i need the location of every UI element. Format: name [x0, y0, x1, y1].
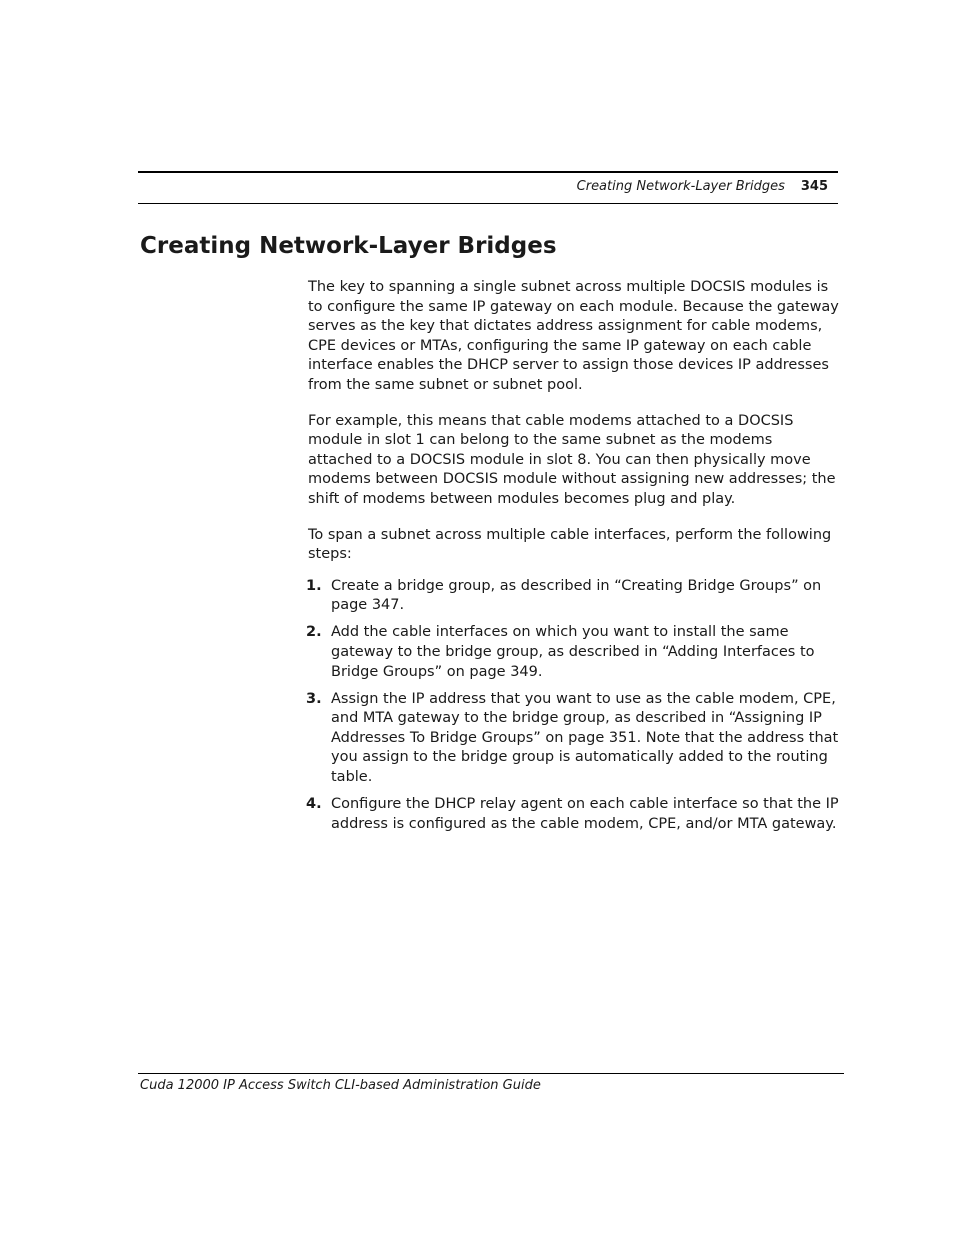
header-rule-bottom	[138, 203, 838, 204]
paragraph-steps-intro: To span a subnet across multiple cable interfaces, perform the following steps:	[308, 526, 832, 563]
step-item	[308, 623, 840, 682]
step-item	[308, 690, 840, 788]
header-rule-top	[138, 171, 838, 173]
step-text: Assign the IP address that you want to use as the cable modem, CPE, and MTA gateway to the bridge group, as described in “Assigning IP Addresses To Bridge Groups” on page 351. Note that the address that you assign to the bridge group is automatically added to the routing table.	[331, 690, 839, 786]
step-number: 3.	[306, 690, 322, 707]
page-number: 345	[800, 179, 828, 194]
body-text	[308, 278, 840, 842]
step-number: 2.	[306, 624, 322, 641]
step-text: Create a bridge group, as described in “Creating Bridge Groups” on page 347.	[331, 577, 822, 614]
step-text: Add the cable interfaces on which you want to install the same gateway to the bridge group, as described in “Adding Interfaces to Bridge Groups” on page 349.	[331, 624, 815, 680]
step-number: 1.	[306, 577, 322, 594]
footer-book-title: Cuda 12000 IP Access Switch CLI-based Administration Guide	[140, 1078, 541, 1093]
footer-rule	[138, 1073, 844, 1074]
step-item	[308, 795, 840, 834]
paragraph-example: For example, this means that cable modems attached to a DOCSIS module in slot 1 can belong to the same subnet as the modems attached to a DOCSIS module in slot 8. You can then physically move modems between DOCSIS module without assigning new addresses; the shift of modems between modules becomes plug and play.	[308, 412, 836, 507]
running-head-title: Creating Network-Layer Bridges	[576, 179, 785, 194]
section-title: Creating Network-Layer Bridges	[140, 233, 557, 259]
steps-list	[308, 577, 840, 835]
step-number: 4.	[306, 796, 322, 813]
step-item	[308, 577, 840, 616]
step-text: Configure the DHCP relay agent on each cable interface so that the IP address is configured as the cable modem, CPE, and/or MTA gateway.	[331, 796, 839, 832]
running-head	[577, 178, 828, 195]
paragraph-intro-subnet: The key to spanning a single subnet across multiple DOCSIS modules is to configure the same IP gateway on each module. Because the gateway serves as the key that dictates address assignment for cable modems, CPE devices or MTAs, configuring the same IP gateway on each cable interface enables the DHCP server to assign those devices IP addresses from the same subnet or subnet pool.	[308, 279, 839, 393]
